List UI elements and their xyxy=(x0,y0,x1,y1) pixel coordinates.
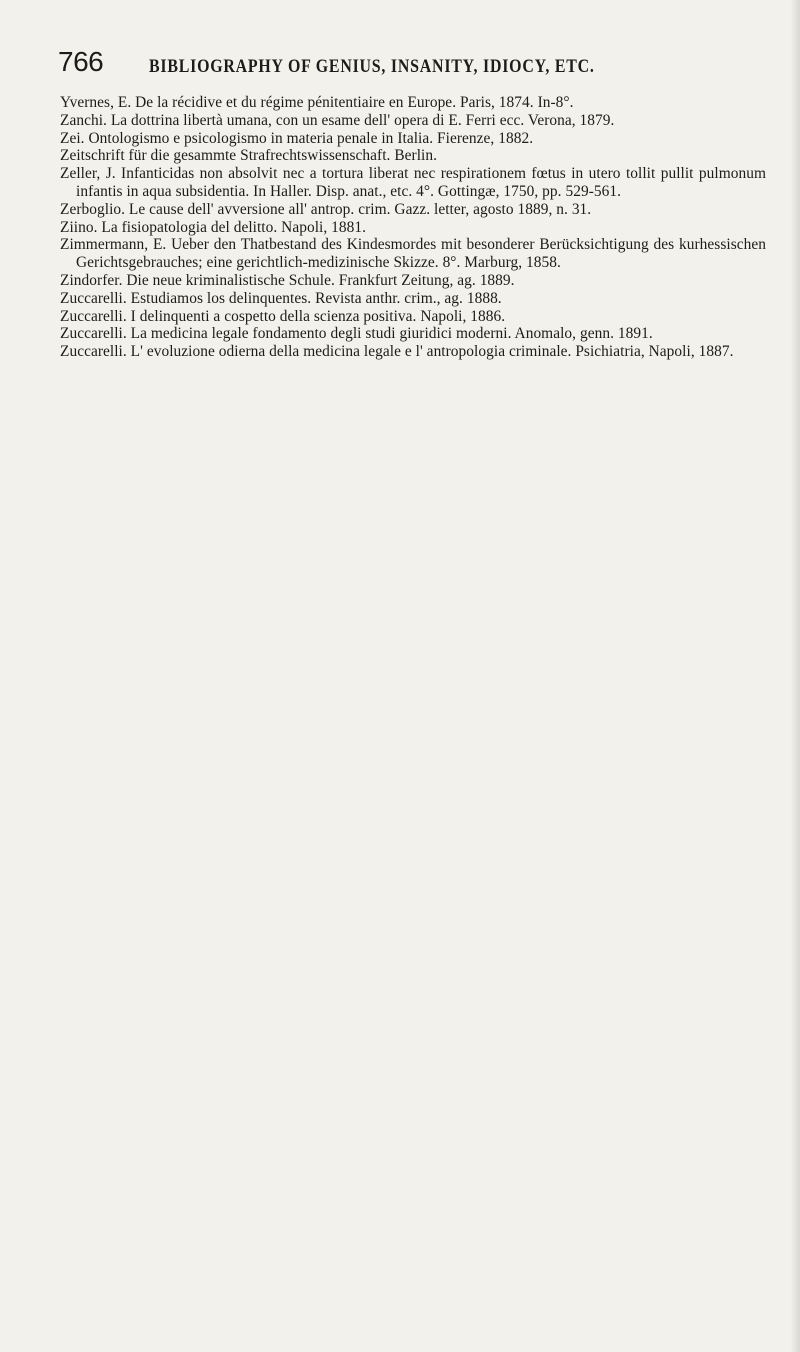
bibliography-entry xyxy=(60,94,766,112)
bibliography-list xyxy=(60,94,766,361)
bibliography-entry xyxy=(60,130,766,148)
bibliography-entry xyxy=(60,272,766,290)
bibliography-entry xyxy=(60,236,766,272)
bibliography-entry xyxy=(60,290,766,308)
entry-text: Zimmermann, E. Ueber den Thatbestand des Kindesmordes mit besonderer Berücksichtigung des kurhessischen Gerichtsgebrauches; eine gerichtlich-medizinische Skizze. 8°. Marburg, 1858. xyxy=(60,236,766,272)
entry-text: Zuccarelli. Estudiamos los delinquentes. Revista anthr. crim., ag. 1888. xyxy=(60,289,502,307)
entry-text: Ziino. La fisiopatologia del delitto. Napoli, 1881. xyxy=(60,218,367,236)
entry-text: Zuccarelli. La medicina legale fondamento degli studi giuridici moderni. Anomalo, genn. 1891. xyxy=(60,325,653,343)
bibliography-entry xyxy=(60,343,766,361)
entry-text: Zei. Ontologismo e psicologismo in materia penale in Italia. Fierenze, 1882. xyxy=(60,129,534,147)
entry-text: Zuccarelli. L' evoluzione odierna della medicina legale e l' antropologia criminale. Psichiatria, Napoli, 1887. xyxy=(60,343,734,361)
running-title: BIBLIOGRAPHY OF GENIUS, INSANITY, IDIOCY, ETC. xyxy=(149,57,595,77)
bibliography-entry xyxy=(60,201,766,219)
page-number: 766 xyxy=(58,46,104,77)
entry-text: Zeller, J. Infanticidas non absolvit nec a tortura liberat nec respirationem fœtus in utero tollit pullit pulmonum infantis in aqua subsidentia. In Haller. Disp. anat., etc. 4°. Gottingæ, 1750, pp. 529-561. xyxy=(60,165,766,200)
bibliography-entry xyxy=(60,165,766,201)
bibliography-entry xyxy=(60,147,766,165)
entry-text: Zanchi. La dottrina libertà umana, con un esame dell' opera di E. Ferri ecc. Verona, 1879. xyxy=(60,111,615,129)
bibliography-entry xyxy=(60,325,766,343)
entry-text: Zindorfer. Die neue kriminalistische Schule. Frankfurt Zeitung, ag. 1889. xyxy=(60,271,515,289)
bibliography-entry xyxy=(60,219,766,237)
bibliography-entry xyxy=(60,112,766,130)
bibliography-entry xyxy=(60,308,766,326)
entry-text: Yvernes, E. De la récidive et du régime pénitentiaire en Europe. Paris, 1874. In-8°. xyxy=(60,94,574,111)
page-edge-shadow xyxy=(790,0,800,1352)
page-header xyxy=(58,47,758,81)
entry-text: Zuccarelli. I delinquenti a cospetto della scienza positiva. Napoli, 1886. xyxy=(60,307,506,325)
entry-text: Zerboglio. Le cause dell' avversione all' antrop. crim. Gazz. letter, agosto 1889, n. 31. xyxy=(60,200,592,218)
entry-text: Zeitschrift für die gesammte Strafrechtswissenschaft. Berlin. xyxy=(60,147,438,165)
